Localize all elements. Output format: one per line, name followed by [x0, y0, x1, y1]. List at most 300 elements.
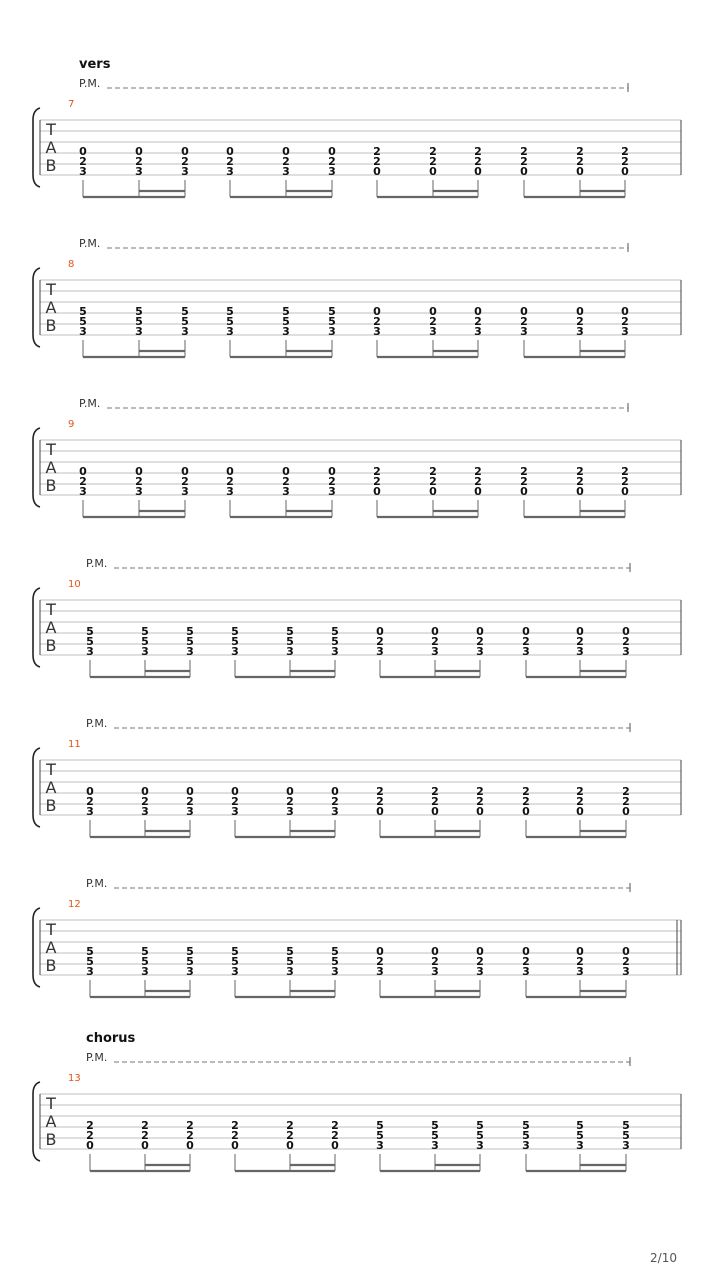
fret-number: 5	[331, 945, 339, 958]
fret-number: 5	[576, 1119, 584, 1132]
fret-number: 5	[181, 305, 189, 318]
tab-system-9	[33, 397, 681, 517]
fret-number: 2	[186, 795, 194, 808]
tab-clef-letter: T	[46, 280, 56, 299]
tab-clef-letter: A	[45, 458, 57, 477]
tab-system-13	[33, 1031, 681, 1171]
fret-number: 3	[621, 325, 629, 338]
fret-number: 0	[226, 145, 234, 158]
fret-number: 3	[376, 1139, 384, 1152]
fret-number: 0	[576, 945, 584, 958]
fret-number: 2	[576, 145, 584, 158]
fret-number: 5	[231, 625, 239, 638]
tab-clef-letter: B	[45, 636, 57, 655]
fret-number: 3	[429, 325, 437, 338]
fret-number: 0	[186, 1139, 194, 1152]
system-brace	[33, 908, 40, 987]
fret-number: 0	[431, 625, 439, 638]
fret-number: 0	[431, 805, 439, 818]
fret-number: 2	[141, 795, 149, 808]
fret-number: 2	[231, 1119, 239, 1132]
fret-number: 0	[373, 305, 381, 318]
tab-system-12	[33, 877, 681, 997]
fret-number: 2	[331, 795, 339, 808]
fret-number: 2	[431, 635, 439, 648]
palm-mute-label: P.M.	[86, 717, 108, 730]
measure-number: 13	[68, 1073, 81, 1084]
fret-number: 5	[376, 1129, 384, 1142]
fret-number: 3	[231, 965, 239, 978]
fret-number: 5	[186, 625, 194, 638]
fret-number: 3	[135, 325, 143, 338]
fret-number: 5	[226, 305, 234, 318]
fret-number: 2	[331, 1129, 339, 1142]
tab-clef-letter: T	[46, 920, 56, 939]
fret-number: 2	[328, 155, 336, 168]
fret-number: 2	[476, 635, 484, 648]
fret-number: 0	[186, 785, 194, 798]
fret-number: 3	[286, 805, 294, 818]
fret-number: 3	[231, 645, 239, 658]
fret-number: 2	[79, 475, 87, 488]
fret-number: 5	[331, 955, 339, 968]
fret-number: 2	[576, 955, 584, 968]
fret-number: 2	[576, 315, 584, 328]
palm-mute-label: P.M.	[79, 77, 101, 90]
fret-number: 2	[576, 795, 584, 808]
fret-number: 5	[286, 945, 294, 958]
fret-number: 3	[431, 645, 439, 658]
fret-number: 5	[79, 305, 87, 318]
fret-number: 2	[286, 1129, 294, 1142]
fret-number: 0	[621, 485, 629, 498]
fret-number: 2	[520, 315, 528, 328]
fret-number: 0	[286, 1139, 294, 1152]
fret-number: 0	[328, 465, 336, 478]
fret-number: 2	[86, 1119, 94, 1132]
fret-number: 2	[331, 1119, 339, 1132]
fret-number: 0	[79, 465, 87, 478]
fret-number: 2	[135, 155, 143, 168]
fret-number: 2	[576, 465, 584, 478]
fret-number: 5	[376, 1119, 384, 1132]
fret-number: 2	[86, 795, 94, 808]
fret-number: 3	[286, 965, 294, 978]
tab-clef-letter: B	[45, 796, 57, 815]
tab-clef-letter: A	[45, 1112, 57, 1131]
fret-number: 2	[431, 795, 439, 808]
fret-number: 2	[522, 795, 530, 808]
fret-number: 0	[141, 785, 149, 798]
fret-number: 2	[226, 475, 234, 488]
fret-number: 5	[622, 1129, 630, 1142]
tab-clef-letter: A	[45, 138, 57, 157]
palm-mute-label: P.M.	[79, 397, 101, 410]
fret-number: 5	[186, 945, 194, 958]
fret-number: 0	[476, 625, 484, 638]
tab-systems	[33, 57, 681, 1171]
fret-number: 3	[520, 325, 528, 338]
system-brace	[33, 588, 40, 667]
fret-number: 2	[576, 785, 584, 798]
fret-number: 0	[522, 625, 530, 638]
fret-number: 3	[186, 645, 194, 658]
fret-number: 0	[522, 805, 530, 818]
fret-number: 0	[520, 165, 528, 178]
fret-number: 2	[622, 785, 630, 798]
fret-number: 2	[576, 635, 584, 648]
measure-number: 11	[68, 739, 81, 750]
fret-number: 2	[181, 475, 189, 488]
fret-number: 3	[431, 965, 439, 978]
fret-number: 2	[373, 465, 381, 478]
fret-number: 3	[328, 325, 336, 338]
fret-number: 2	[522, 785, 530, 798]
fret-number: 5	[186, 955, 194, 968]
tab-clef-letter: B	[45, 1130, 57, 1149]
fret-number: 5	[282, 305, 290, 318]
fret-number: 0	[576, 805, 584, 818]
fret-number: 0	[282, 145, 290, 158]
fret-number: 3	[476, 645, 484, 658]
fret-number: 5	[226, 315, 234, 328]
system-brace	[33, 1082, 40, 1161]
fret-number: 3	[328, 165, 336, 178]
fret-number: 3	[622, 645, 630, 658]
fret-number: 3	[331, 645, 339, 658]
fret-number: 5	[231, 635, 239, 648]
fret-number: 5	[522, 1119, 530, 1132]
fret-number: 3	[476, 1139, 484, 1152]
tab-clef-letter: A	[45, 938, 57, 957]
fret-number: 2	[431, 955, 439, 968]
fret-number: 2	[474, 155, 482, 168]
fret-number: 2	[522, 635, 530, 648]
system-brace	[33, 108, 40, 187]
fret-number: 3	[186, 965, 194, 978]
fret-number: 0	[86, 1139, 94, 1152]
fret-number: 5	[331, 635, 339, 648]
fret-number: 3	[226, 165, 234, 178]
fret-number: 0	[622, 805, 630, 818]
fret-number: 2	[231, 1129, 239, 1142]
measure-number: 10	[68, 579, 81, 590]
tab-system-10	[33, 557, 681, 677]
tab-clef-letter: T	[46, 440, 56, 459]
fret-number: 0	[520, 485, 528, 498]
palm-mute-label: P.M.	[86, 557, 108, 570]
fret-number: 5	[286, 635, 294, 648]
fret-number: 3	[476, 965, 484, 978]
fret-number: 3	[622, 1139, 630, 1152]
fret-number: 2	[429, 145, 437, 158]
fret-number: 3	[522, 1139, 530, 1152]
fret-number: 2	[141, 1129, 149, 1142]
fret-number: 5	[135, 305, 143, 318]
fret-number: 3	[431, 1139, 439, 1152]
fret-number: 2	[373, 155, 381, 168]
fret-number: 3	[522, 965, 530, 978]
fret-number: 2	[429, 155, 437, 168]
fret-number: 0	[231, 1139, 239, 1152]
fret-number: 3	[286, 645, 294, 658]
fret-number: 5	[86, 955, 94, 968]
tab-clef-letter: B	[45, 476, 57, 495]
fret-number: 0	[522, 945, 530, 958]
fret-number: 0	[474, 165, 482, 178]
fret-number: 0	[622, 945, 630, 958]
fret-number: 2	[474, 145, 482, 158]
measure-number: 9	[68, 419, 75, 430]
fret-number: 2	[476, 955, 484, 968]
fret-number: 5	[86, 635, 94, 648]
fret-number: 5	[431, 1119, 439, 1132]
fret-number: 2	[520, 155, 528, 168]
fret-number: 3	[474, 325, 482, 338]
fret-number: 0	[181, 145, 189, 158]
fret-number: 2	[474, 465, 482, 478]
fret-number: 2	[429, 465, 437, 478]
fret-number: 2	[376, 785, 384, 798]
fret-number: 0	[226, 465, 234, 478]
fret-number: 0	[376, 805, 384, 818]
fret-number: 2	[373, 145, 381, 158]
fret-number: 3	[135, 165, 143, 178]
fret-number: 2	[79, 155, 87, 168]
fret-number: 0	[476, 805, 484, 818]
fret-number: 2	[576, 475, 584, 488]
fret-number: 2	[328, 475, 336, 488]
section-label-chorus: chorus	[86, 1031, 136, 1046]
fret-number: 0	[474, 305, 482, 318]
tab-clef-letter: B	[45, 156, 57, 175]
fret-number: 5	[135, 315, 143, 328]
fret-number: 3	[328, 485, 336, 498]
tab-clef-letter: T	[46, 120, 56, 139]
palm-mute-label: P.M.	[86, 877, 108, 890]
palm-mute-label: P.M.	[86, 1051, 108, 1064]
fret-number: 5	[286, 625, 294, 638]
fret-number: 0	[282, 465, 290, 478]
fret-number: 2	[431, 785, 439, 798]
palm-mute-label: P.M.	[79, 237, 101, 250]
fret-number: 5	[86, 625, 94, 638]
fret-number: 5	[141, 625, 149, 638]
fret-number: 5	[522, 1129, 530, 1142]
measure-number: 12	[68, 899, 81, 910]
fret-number: 2	[622, 795, 630, 808]
tab-system-7	[33, 57, 681, 197]
fret-number: 3	[79, 325, 87, 338]
fret-number: 2	[621, 155, 629, 168]
tab-system-11	[33, 717, 681, 837]
fret-number: 2	[476, 785, 484, 798]
fret-number: 5	[282, 315, 290, 328]
fret-number: 3	[86, 645, 94, 658]
page-number: 2/10	[650, 1251, 677, 1265]
fret-number: 0	[576, 625, 584, 638]
fret-number: 5	[141, 945, 149, 958]
fret-number: 5	[431, 1129, 439, 1142]
fret-number: 3	[282, 485, 290, 498]
tab-clef-letter: B	[45, 956, 57, 975]
fret-number: 2	[429, 475, 437, 488]
fret-number: 3	[226, 485, 234, 498]
fret-number: 0	[141, 1139, 149, 1152]
fret-number: 5	[328, 305, 336, 318]
fret-number: 0	[86, 785, 94, 798]
tab-clef-letter: A	[45, 298, 57, 317]
fret-number: 2	[621, 315, 629, 328]
tab-clef-letter: T	[46, 1094, 56, 1113]
fret-number: 0	[621, 305, 629, 318]
fret-number: 2	[231, 795, 239, 808]
tab-system-8	[33, 237, 681, 357]
fret-number: 3	[282, 325, 290, 338]
fret-number: 0	[286, 785, 294, 798]
fret-number: 0	[376, 945, 384, 958]
fret-number: 3	[86, 965, 94, 978]
fret-number: 3	[79, 165, 87, 178]
fret-number: 2	[135, 475, 143, 488]
section-label-vers: vers	[79, 57, 111, 72]
fret-number: 2	[286, 795, 294, 808]
fret-number: 2	[286, 1119, 294, 1132]
system-brace	[33, 268, 40, 347]
fret-number: 5	[231, 955, 239, 968]
fret-number: 0	[576, 305, 584, 318]
fret-number: 2	[622, 955, 630, 968]
fret-number: 3	[376, 645, 384, 658]
fret-number: 3	[376, 965, 384, 978]
fret-number: 5	[622, 1119, 630, 1132]
fret-number: 5	[328, 315, 336, 328]
fret-number: 3	[282, 165, 290, 178]
fret-number: 3	[135, 485, 143, 498]
fret-number: 2	[282, 155, 290, 168]
fret-number: 2	[520, 465, 528, 478]
fret-number: 2	[520, 475, 528, 488]
fret-number: 2	[141, 1119, 149, 1132]
tab-clef-letter: A	[45, 618, 57, 637]
fret-number: 0	[429, 165, 437, 178]
fret-number: 2	[376, 955, 384, 968]
system-brace	[33, 428, 40, 507]
fret-number: 5	[476, 1119, 484, 1132]
fret-number: 2	[520, 145, 528, 158]
fret-number: 0	[181, 465, 189, 478]
fret-number: 3	[576, 1139, 584, 1152]
fret-number: 2	[373, 475, 381, 488]
fret-number: 5	[331, 625, 339, 638]
fret-number: 2	[522, 955, 530, 968]
tab-clef-letter: T	[46, 600, 56, 619]
fret-number: 0	[231, 785, 239, 798]
fret-number: 3	[141, 805, 149, 818]
fret-number: 3	[181, 325, 189, 338]
fret-number: 0	[576, 485, 584, 498]
fret-number: 3	[181, 485, 189, 498]
fret-number: 0	[328, 145, 336, 158]
fret-number: 5	[79, 315, 87, 328]
fret-number: 3	[186, 805, 194, 818]
fret-number: 3	[226, 325, 234, 338]
fret-number: 5	[141, 955, 149, 968]
fret-number: 2	[373, 315, 381, 328]
fret-number: 3	[373, 325, 381, 338]
fret-number: 3	[622, 965, 630, 978]
tab-clef-letter: B	[45, 316, 57, 335]
fret-number: 0	[331, 1139, 339, 1152]
fret-number: 2	[376, 795, 384, 808]
fret-number: 2	[621, 465, 629, 478]
fret-number: 0	[429, 305, 437, 318]
fret-number: 3	[231, 805, 239, 818]
fret-number: 2	[621, 145, 629, 158]
fret-number: 2	[476, 795, 484, 808]
fret-number: 5	[141, 635, 149, 648]
fret-number: 3	[181, 165, 189, 178]
fret-number: 0	[576, 165, 584, 178]
fret-number: 3	[79, 485, 87, 498]
fret-number: 3	[522, 645, 530, 658]
fret-number: 2	[282, 475, 290, 488]
fret-number: 0	[621, 165, 629, 178]
fret-number: 5	[231, 945, 239, 958]
tab-clef-letter: T	[46, 760, 56, 779]
fret-number: 2	[621, 475, 629, 488]
fret-number: 2	[181, 155, 189, 168]
fret-number: 5	[86, 945, 94, 958]
fret-number: 0	[474, 485, 482, 498]
fret-number: 2	[622, 635, 630, 648]
fret-number: 3	[576, 325, 584, 338]
fret-number: 0	[431, 945, 439, 958]
fret-number: 5	[576, 1129, 584, 1142]
fret-number: 0	[79, 145, 87, 158]
fret-number: 3	[576, 645, 584, 658]
fret-number: 0	[135, 145, 143, 158]
fret-number: 0	[520, 305, 528, 318]
fret-number: 3	[141, 645, 149, 658]
fret-number: 2	[186, 1119, 194, 1132]
fret-number: 0	[476, 945, 484, 958]
fret-number: 3	[576, 965, 584, 978]
measure-number: 8	[68, 259, 75, 270]
fret-number: 0	[135, 465, 143, 478]
fret-number: 5	[286, 955, 294, 968]
fret-number: 3	[86, 805, 94, 818]
fret-number: 0	[373, 165, 381, 178]
fret-number: 0	[429, 485, 437, 498]
fret-number: 3	[331, 965, 339, 978]
fret-number: 5	[186, 635, 194, 648]
fret-number: 2	[474, 475, 482, 488]
fret-number: 3	[141, 965, 149, 978]
fret-number: 0	[373, 485, 381, 498]
fret-number: 3	[331, 805, 339, 818]
fret-number: 2	[86, 1129, 94, 1142]
fret-number: 0	[622, 625, 630, 638]
fret-number: 5	[476, 1129, 484, 1142]
fret-number: 2	[186, 1129, 194, 1142]
tab-clef-letter: A	[45, 778, 57, 797]
measure-number: 7	[68, 99, 75, 110]
system-brace	[33, 748, 40, 827]
fret-number: 2	[376, 635, 384, 648]
fret-number: 2	[429, 315, 437, 328]
fret-number: 5	[181, 315, 189, 328]
